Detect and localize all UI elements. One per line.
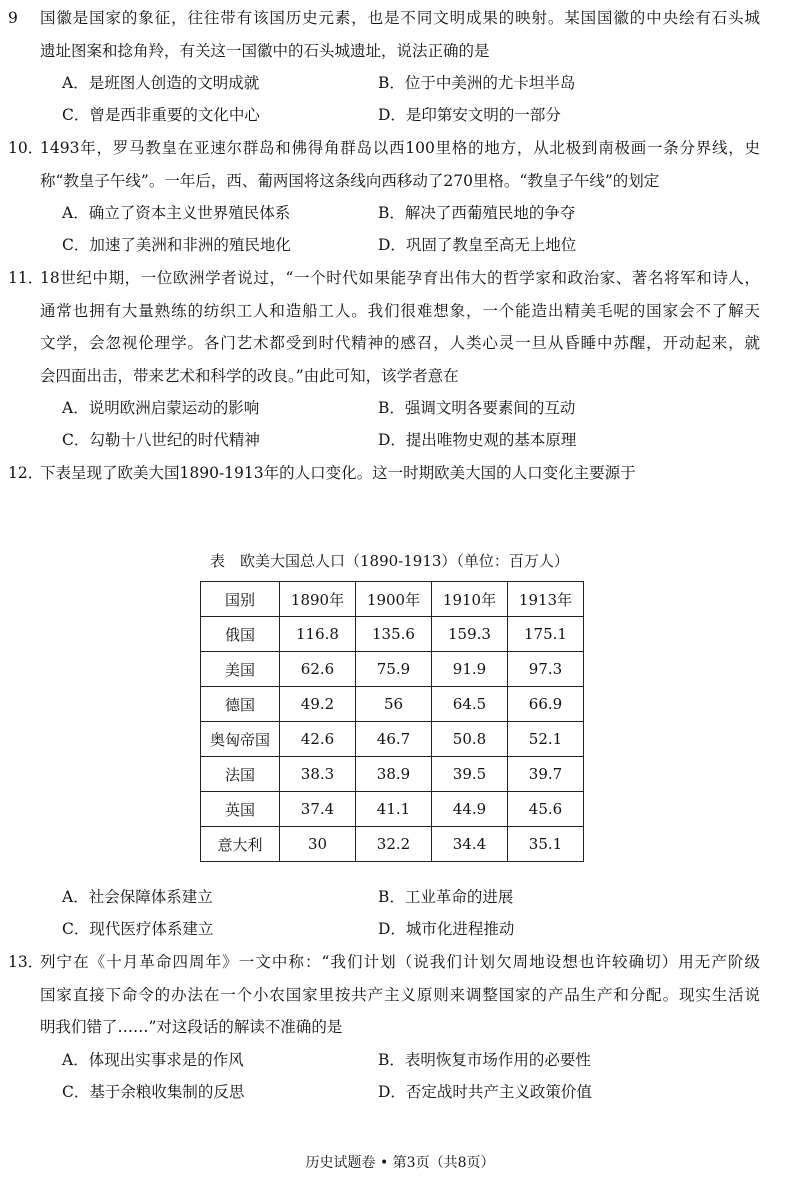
table-cell: 35.1 — [508, 827, 584, 862]
answer-option-D[interactable]: D．巩固了教皇至高无上地位 — [378, 236, 577, 254]
answer-option-B[interactable]: B．解决了西葡殖民地的争夺 — [378, 204, 576, 222]
answer-option-B[interactable]: B．表明恢复市场作用的必要性 — [378, 1051, 591, 1069]
answer-option-C[interactable]: C．勾勒十八世纪的时代精神 — [62, 431, 260, 449]
table-header-row — [201, 582, 584, 617]
table-cell: 64.5 — [432, 687, 508, 722]
table-cell: 30 — [280, 827, 356, 862]
table-cell: 42.6 — [280, 722, 356, 757]
table-cell: 38.9 — [356, 757, 432, 792]
page-footer: 历史试题卷 • 第3页（共8页） — [305, 1155, 495, 1171]
table-cell: 意大利 — [201, 827, 280, 862]
question-text-line: 称“教皇子午线”。一年后，西、葡两国将这条线向西移动了270里格。“教皇子午线”的划定 — [40, 171, 660, 190]
answer-option-D[interactable]: D．城市化进程推动 — [378, 920, 515, 938]
table-cell: 1900年 — [356, 582, 432, 617]
table-cell: 俄国 — [201, 617, 280, 652]
table-cell: 34.4 — [432, 827, 508, 862]
answer-option-B[interactable]: B．位于中美洲的尤卡坦半岛 — [378, 74, 576, 92]
table-cell: 1890年 — [280, 582, 356, 617]
answer-option-C[interactable]: C．现代医疗体系建立 — [62, 920, 214, 938]
table-cell: 法国 — [201, 757, 280, 792]
question-text-line: 国徽是国家的象征，往往带有该国历史元素，也是不同文明成果的映射。某国国徽的中央绘有石头城 — [40, 9, 760, 27]
table-cell: 1913年 — [508, 582, 584, 617]
table-cell: 66.9 — [508, 687, 584, 722]
table-cell: 44.9 — [432, 792, 508, 827]
answer-option-A[interactable]: A．是班图人创造的文明成就 — [62, 74, 260, 92]
table-cell: 39.7 — [508, 757, 584, 792]
answer-option-C[interactable]: C．基于余粮收集制的反思 — [62, 1083, 245, 1101]
answer-option-D[interactable]: D．提出唯物史观的基本原理 — [378, 431, 577, 449]
answer-option-A[interactable]: A．说明欧洲启蒙运动的影响 — [62, 399, 260, 417]
table-row — [201, 652, 584, 687]
answer-option-D[interactable]: D．否定战时共产主义政策价值 — [378, 1083, 592, 1101]
table-cell: 1910年 — [432, 582, 508, 617]
table-cell: 62.6 — [280, 652, 356, 687]
question-text-line: 通常也拥有大量熟练的纺织工人和造船工人。我们很难想象，一个能造出精美毛呢的国家会不了解天 — [40, 301, 760, 320]
table-row — [201, 757, 584, 792]
answer-option-A[interactable]: A．确立了资本主义世界殖民体系 — [62, 204, 291, 222]
question-number: 11． — [8, 269, 44, 287]
answer-option-B[interactable]: B．强调文明各要素间的互动 — [378, 399, 576, 417]
table-row — [201, 827, 584, 862]
question-number: 13． — [8, 953, 44, 971]
table-cell: 39.5 — [432, 757, 508, 792]
table-cell: 97.3 — [508, 652, 584, 687]
answer-option-A[interactable]: A．社会保障体系建立 — [62, 888, 213, 906]
table-cell: 32.2 — [356, 827, 432, 862]
question-text-line: 1493年，罗马教皇在亚速尔群岛和佛得角群岛以西100里格的地方，从北极到南极画一条分界线，史 — [40, 139, 760, 157]
table-row — [201, 792, 584, 827]
question-number: 12． — [8, 464, 44, 482]
question-number: 10． — [8, 139, 44, 157]
table-cell: 135.6 — [356, 617, 432, 652]
table-cell: 美国 — [201, 652, 280, 687]
table-cell: 56 — [356, 687, 432, 722]
table-cell: 159.3 — [432, 617, 508, 652]
table-row — [201, 722, 584, 757]
table-cell: 50.8 — [432, 722, 508, 757]
table-cell: 45.6 — [508, 792, 584, 827]
table-row — [201, 617, 584, 652]
question-text-line: 列宁在《十月革命四周年》一文中称：“我们计划（说我们计划欠周地设想也许较确切）用无产阶级 — [40, 953, 760, 971]
table-row — [201, 687, 584, 722]
table-cell: 75.9 — [356, 652, 432, 687]
table-cell: 49.2 — [280, 687, 356, 722]
question-text-line: 下表呈现了欧美大国1890-1913年的人口变化。这一时期欧美大国的人口变化主要源于 — [40, 464, 636, 482]
answer-option-B[interactable]: B．工业革命的进展 — [378, 888, 514, 906]
question-text-line: 文学，会忽视伦理学。各门艺术都受到时代精神的感召，人类心灵一旦从昏睡中苏醒，开动起来，就 — [40, 334, 760, 352]
question-text-line: 国家直接下命令的办法在一个小农国家里按共产主义原则来调整国家的产品生产和分配。现实生活说 — [40, 985, 760, 1004]
table-cell: 91.9 — [432, 652, 508, 687]
table-cell: 国别 — [201, 582, 280, 617]
question-text-line: 明我们错了……”对这段话的解读不准确的是 — [40, 1018, 343, 1036]
answer-option-C[interactable]: C．曾是西非重要的文化中心 — [62, 106, 260, 124]
table-cell: 41.1 — [356, 792, 432, 827]
answer-option-C[interactable]: C．加速了美洲和非洲的殖民地化 — [62, 236, 291, 254]
table-cell: 奥匈帝国 — [201, 722, 280, 757]
table-cell: 37.4 — [280, 792, 356, 827]
table-cell: 116.8 — [280, 617, 356, 652]
table-cell: 德国 — [201, 687, 280, 722]
table-caption: 表 欧美大国总人口（1890-1913）（单位：百万人） — [210, 552, 569, 570]
table-cell: 175.1 — [508, 617, 584, 652]
question-text-line: 遗址图案和捻角羚，有关这一国徽中的石头城遗址，说法正确的是 — [40, 41, 490, 60]
table-cell: 英国 — [201, 792, 280, 827]
question-text-line: 会四面出击，带来艺术和科学的改良。”由此可知，该学者意在 — [40, 366, 459, 385]
question-number: 9 — [8, 9, 18, 27]
question-text-line: 18世纪中期，一位欧洲学者说过，“一个时代如果能孕育出伟大的哲学家和政治家、著名将军和诗人， — [40, 269, 760, 287]
population-table — [200, 581, 584, 862]
table-cell: 52.1 — [508, 722, 584, 757]
table-cell: 38.3 — [280, 757, 356, 792]
table-cell: 46.7 — [356, 722, 432, 757]
answer-option-D[interactable]: D．是印第安文明的一部分 — [378, 106, 561, 124]
answer-option-A[interactable]: A．体现出实事求是的作风 — [62, 1051, 244, 1069]
